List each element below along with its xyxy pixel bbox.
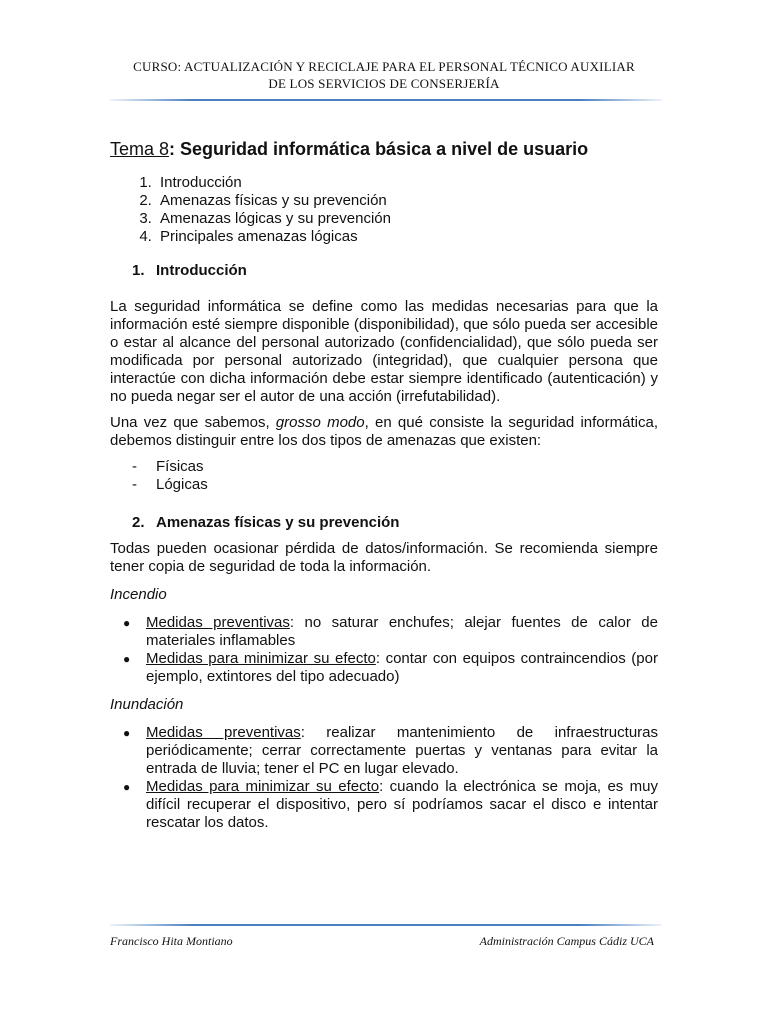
subheading-fire: Incendio — [110, 586, 167, 603]
footer-rule — [110, 924, 662, 926]
list-item: ● Medidas preventivas: no saturar enchufes; alejar fuentes de calor de materiales inflamables — [123, 614, 658, 649]
page-title — [110, 140, 658, 158]
title-lead: Tema 8 — [110, 139, 170, 159]
table-of-contents — [110, 174, 658, 246]
toc-item: 2. Amenazas físicas y su prevención — [156, 192, 658, 210]
footer-author: Francisco Hita Montiano — [110, 934, 233, 948]
intro-paragraph: La seguridad informática se define como las medidas necesarias para que la información esté siempre disponible (disponibilidad), que sólo pueda ser accesible o estar al alcance del personal autorizado (confidencialidad), que sólo pueda ser modificada por personal autorizado (integridad), que cualquier persona que interactúe con dicha información debe estar siempre identificado (autenticación) y no pueda negar ser el autor de una acción (irrefutabilidad). — [110, 298, 658, 405]
toc-item: 3. Amenazas lógicas y su prevención — [156, 210, 658, 228]
page-header — [0, 58, 768, 92]
list-item: - Físicas — [132, 458, 204, 475]
toc-item: 4. Principales amenazas lógicas — [156, 228, 658, 246]
fire-measures-list — [110, 614, 658, 686]
section-heading-2: 2. Amenazas físicas y su prevención — [132, 514, 400, 531]
header-line-1: CURSO: ACTUALIZACIÓN Y RECICLAJE PARA EL PERSONAL TÉCNICO AUXILIAR — [133, 59, 635, 74]
main-content — [110, 140, 658, 842]
flood-measures-list — [110, 724, 658, 832]
toc-item: 1. Introducción — [156, 174, 658, 192]
physical-threats-paragraph: Todas pueden ocasionar pérdida de datos/información. Se recomienda siempre tener copia de seguridad de toda la información. — [110, 540, 658, 575]
section-heading-1: 1. Introducción — [132, 262, 247, 279]
threat-types-list — [110, 458, 658, 494]
subheading-flood: Inundación — [110, 696, 184, 713]
list-item: - Lógicas — [132, 476, 208, 493]
header-line-2: DE LOS SERVICIOS DE CONSERJERÍA — [268, 76, 500, 91]
title-text: : Seguridad informática básica a nivel de usuario — [169, 139, 589, 159]
footer-organization: Administración Campus Cádiz UCA — [479, 934, 654, 948]
list-item: ● Medidas para minimizar su efecto: cuando la electrónica se moja, es muy difícil recuperar el dispositivo, pero sí podríamos sacar el disco e intentar rescatar los datos. — [123, 778, 659, 831]
header-rule — [110, 99, 662, 101]
list-item: ● Medidas preventivas: realizar mantenimiento de infraestructuras periódicamente; cerrar correctamente puertas y ventanas para evitar la entrada de lluvia; tener el PC en lugar elevado. — [123, 724, 658, 777]
list-item: ● Medidas para minimizar su efecto: contar con equipos contraincendios (por ejemplo, extintores del tipo adecuado) — [123, 650, 658, 685]
threat-types-paragraph: Una vez que sabemos, grosso modo, en qué consiste la seguridad informática, debemos distinguir entre los dos tipos de amenazas que existen: — [110, 414, 658, 449]
